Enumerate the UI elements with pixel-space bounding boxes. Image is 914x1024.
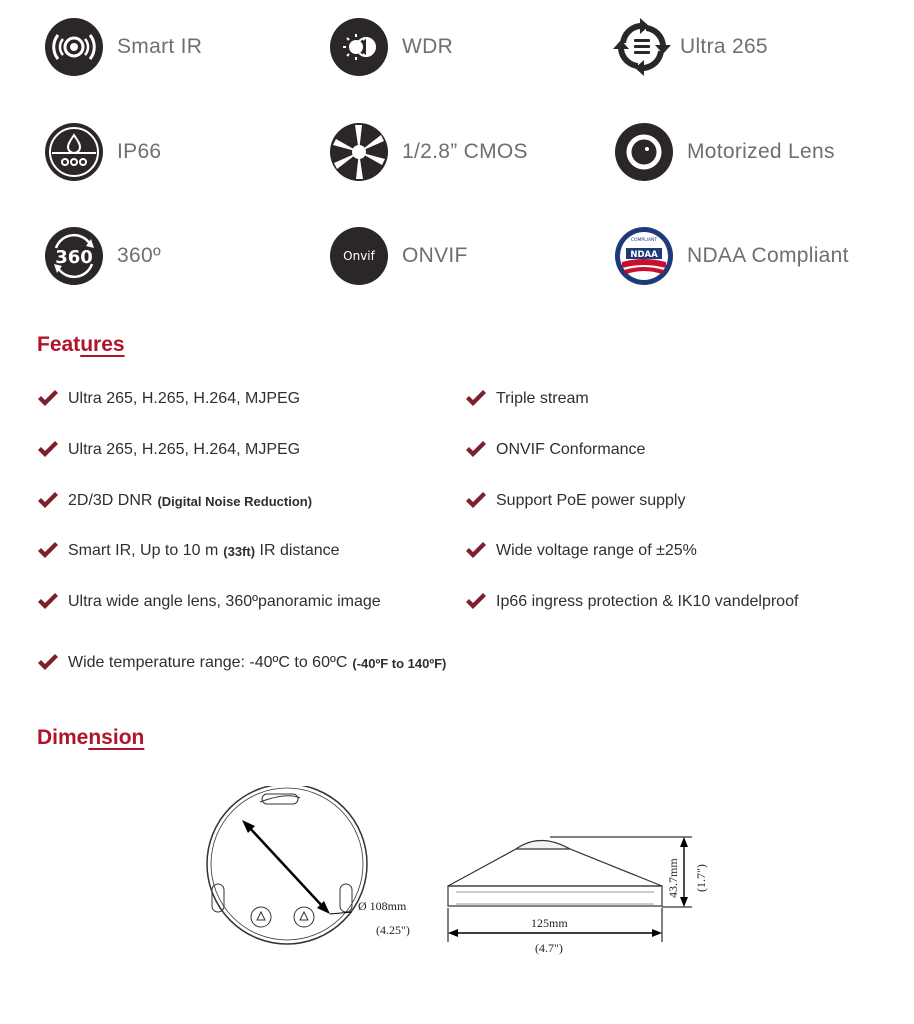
check-icon — [465, 593, 487, 611]
features-heading-plain: Feat — [37, 333, 81, 356]
check-icon — [465, 542, 487, 560]
spec-label: Smart IR — [117, 35, 203, 58]
feature-text: Wide temperature range: -40ºC to 60ºC — [68, 654, 348, 671]
360-icon-text: 360 — [55, 247, 93, 268]
spec-ip66 — [44, 122, 161, 182]
check-icon — [37, 492, 59, 510]
spec-label: ONVIF — [402, 244, 468, 267]
width-label: 125mm — [531, 916, 568, 930]
height-inch-label: (1.7") — [694, 864, 708, 892]
spec-ndaa — [614, 226, 849, 286]
feature-text: Ultra wide angle lens, 360ºpanoramic image — [68, 593, 381, 610]
check-icon — [465, 441, 487, 459]
spec-360 — [44, 226, 161, 286]
feature-text: Ultra 265, H.265, H.264, MJPEG — [68, 390, 301, 407]
feature-item — [37, 437, 300, 463]
ip66-icon — [44, 122, 104, 182]
feature-text: Wide voltage range of ±25% — [496, 542, 697, 559]
feature-text: Support PoE power supply — [496, 492, 686, 509]
check-icon — [465, 492, 487, 510]
side-view — [448, 841, 662, 907]
diameter-inch-label: (4.25") — [376, 923, 410, 937]
360-icon — [44, 226, 104, 286]
spec-smart-ir — [44, 17, 202, 77]
feature-note: (Digital Noise Reduction) — [157, 493, 313, 509]
onvif-icon-text: Onvif — [343, 249, 375, 263]
feature-item — [465, 589, 798, 615]
dimension-heading-underlined: nsion — [88, 726, 145, 749]
spec-wdr — [329, 17, 453, 77]
feature-text: 2D/3D DNR — [68, 492, 153, 509]
ultra265-icon — [612, 17, 672, 77]
diameter-arrow — [242, 820, 352, 914]
spec-onvif — [329, 226, 468, 286]
ndaa-arc-text: COMPLIANT — [630, 238, 658, 243]
features-heading-underlined: ures — [80, 333, 125, 356]
spec-label: NDAA Compliant — [687, 244, 849, 267]
onvif-icon — [329, 226, 389, 286]
feature-note: (33ft) — [223, 543, 256, 559]
feature-note: (-40ºF to 140ºF) — [352, 655, 447, 671]
feature-text: Triple stream — [496, 390, 589, 407]
check-icon — [37, 441, 59, 459]
features-heading — [37, 333, 125, 357]
ndaa-badge-icon — [614, 226, 674, 286]
feature-item — [465, 538, 697, 564]
spec-label: Motorized Lens — [687, 140, 835, 163]
spec-label: Ultra 265 — [680, 35, 768, 58]
spec-label: WDR — [402, 35, 454, 58]
check-icon — [37, 654, 59, 672]
spec-label: 1/2.8” CMOS — [402, 140, 528, 163]
spec-motorized-lens — [614, 122, 835, 182]
wdr-icon — [329, 17, 389, 77]
feature-text: Ultra 265, H.265, H.264, MJPEG — [68, 441, 301, 458]
spec-label: IP66 — [117, 140, 162, 163]
spec-cmos — [329, 122, 528, 182]
dimension-drawing — [200, 786, 720, 966]
feature-item — [465, 386, 589, 412]
feature-item — [37, 650, 446, 676]
feature-suffix: IR distance — [255, 542, 340, 559]
feature-item — [465, 488, 685, 514]
feature-item — [37, 386, 300, 412]
diameter-label: Ø 108mm — [358, 899, 407, 913]
feature-item — [37, 589, 381, 615]
dimension-heading — [37, 726, 144, 750]
smart-ir-icon — [44, 17, 104, 77]
dimension-heading-plain: Dime — [37, 726, 89, 749]
cmos-aperture-icon — [329, 122, 389, 182]
feature-item — [37, 488, 312, 514]
check-icon — [37, 593, 59, 611]
spec-ultra265 — [612, 17, 768, 77]
motorized-lens-icon — [614, 122, 674, 182]
spec-label: 360º — [117, 244, 161, 267]
top-view — [207, 786, 367, 944]
check-icon — [37, 542, 59, 560]
check-icon — [465, 390, 487, 408]
ndaa-icon-text: NDAA — [630, 250, 658, 260]
feature-text: Smart IR, Up to 10 m — [68, 542, 219, 559]
feature-item — [465, 437, 645, 463]
feature-text: Ip66 ingress protection & IK10 vandelproof — [496, 593, 799, 610]
feature-text: ONVIF Conformance — [496, 441, 646, 458]
height-label: 43.7mm — [666, 858, 680, 898]
width-inch-label: (4.7") — [535, 941, 563, 955]
check-icon — [37, 390, 59, 408]
feature-item — [37, 538, 340, 564]
